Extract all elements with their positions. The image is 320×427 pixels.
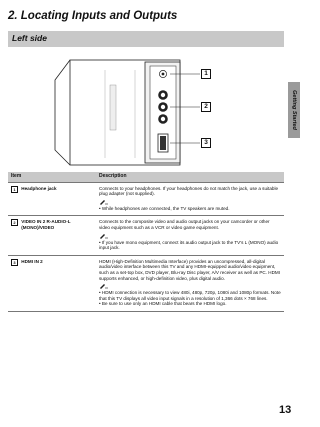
note-text: • HDMI connection is necessary to view 480i, 480p, 720p, 1080i and 1080p formats. Note that this TV displays all video input signals in a resolution of 1,366 dots × 768 lines.	[99, 290, 281, 301]
tv-side-illustration	[50, 50, 240, 170]
side-tab-label: Getting Started	[291, 90, 297, 130]
note-icon	[99, 233, 109, 239]
page-title: 2. Locating Inputs and Outputs	[8, 10, 178, 22]
item-number: 3	[11, 259, 18, 266]
note-icon	[99, 199, 109, 205]
side-tab	[288, 82, 300, 138]
item-cell	[8, 255, 96, 311]
item-number: 1	[11, 186, 18, 193]
section-title: Left side	[12, 33, 47, 43]
tv-left-side-diagram	[50, 50, 240, 170]
note-text: • Be sure to use only an HDMI cable that bears the HDMI logo.	[99, 301, 227, 307]
description-cell	[96, 255, 284, 311]
spec-table	[8, 172, 284, 312]
section-bar	[8, 31, 284, 47]
page-number: 13	[279, 404, 292, 416]
item-label: HDMI IN 2	[21, 258, 43, 264]
item-label: VIDEO IN 2 R-AUDIO-L (MONO)/VIDEO	[21, 219, 71, 230]
callout-3: 3	[201, 138, 211, 148]
callout-1: 1	[201, 69, 211, 79]
table-row	[8, 255, 284, 311]
table-row	[8, 182, 284, 216]
description-text: HDMI (High-Definition Multimedia Interface) provides an uncompressed, all-digital audio/video interface between this TV and any HDMI-equipped audio/video equipment, such as a set-top box, DVD player, Blu-ray Disc player, A/V receiver as well as PC. HDMI supports enhanced, or high-definition video, plus digital audio.	[99, 258, 281, 281]
description-text: Connects to your headphones. If your headphones do not match the jack, use a suitable plug adapter (not supplied).	[99, 185, 279, 197]
table-header-row	[8, 172, 284, 182]
note-text: • If you have mono equipment, connect its audio output jack to the TV's L (MONO) audio input jack.	[99, 239, 279, 251]
col-description-header: Description	[96, 172, 284, 182]
description-cell	[96, 216, 284, 255]
note-icon	[99, 283, 109, 289]
item-label: Headphone jack	[21, 185, 57, 191]
callout-2: 2	[201, 102, 211, 112]
item-number: 2	[11, 219, 18, 226]
table-row	[8, 216, 284, 255]
item-cell	[8, 182, 96, 216]
description-text: Connects to the composite video and audio output jacks on your camcorder or other video equipment such as a VCR or video game equipment.	[99, 219, 270, 230]
col-item-header: Item	[8, 172, 96, 182]
item-cell	[8, 216, 96, 255]
description-cell	[96, 182, 284, 216]
note-text: • While headphones are connected, the TV speakers are muted.	[99, 205, 230, 211]
